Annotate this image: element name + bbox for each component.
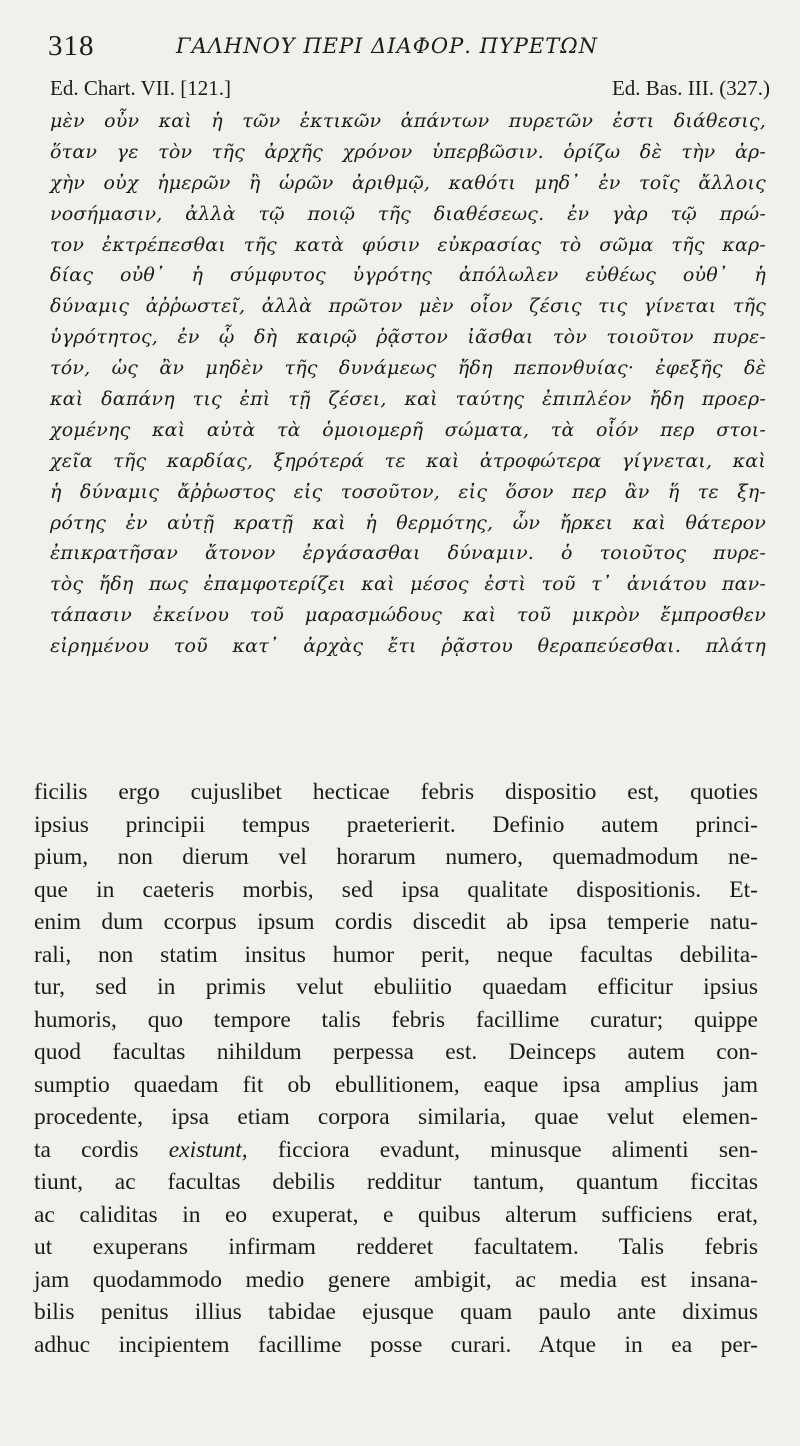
latin-text-line: enim dum ccorpus ipsum cordis discedit ab ipsa temperie natu- <box>34 909 758 935</box>
latin-text-line: tiunt, ac facultas debilis redditur tantum, quantum ficcitas <box>34 1169 758 1195</box>
latin-text-line: procedente, ipsa etiam corpora similaria, quae velut elemen- <box>34 1104 758 1130</box>
greek-text-line: ρότης ἐν αὐτῇ κρατῇ καὶ ἡ θερμότης, ὧν ἤρκει καὶ θάτερον <box>50 511 766 534</box>
greek-text-line: χομένης καὶ αὐτὰ τὰ ὁμοιομερῆ σώματα, τὰ οἷόν περ στοι- <box>50 418 766 441</box>
latin-text-line: sumptio quaedam fit ob ebullitionem, eaque ipsa amplius jam <box>34 1071 758 1098</box>
greek-text-line: χὴν οὐχ ἡμερῶν ἢ ὡρῶν ἀριθμῷ, καθότι μηδ᾽ ἐν τοῖς ἄλλοις <box>50 171 766 194</box>
latin-text-line: quod facultas nihildum perpessa est. Deinceps autem con- <box>34 1039 758 1065</box>
latin-text-line: rali, non statim insitus humor perit, neque facultas debilita- <box>34 941 758 968</box>
greek-text-line: δύναμις ἀῤῥωστεῖ, ἀλλὰ πρῶτον μὲν οἷον ζέσις τις γίνεται τῆς <box>50 295 766 318</box>
latin-text-line: tur, sed in primis velut ebuliitio quaedam efficitur ipsius <box>34 974 758 1000</box>
latin-text-line: que in caeteris morbis, sed ipsa qualitate dispositionis. Et- <box>34 876 758 903</box>
running-title: ΓΑΛΗΝΟΥ ΠΕΡΙ ΔΙΑΦΟΡ. ΠΥΡΕΤΩΝ <box>176 34 599 58</box>
greek-text-line: εἰρημένου τοῦ κατ᾽ ἀρχὰς ἔτι ῥᾷστου θεραπεύεσθαι. πλάτη <box>50 635 766 658</box>
greek-text-line: ἡ δύναμις ἄῤῥωστος εἰς τοσοῦτον, εἰς ὅσον περ ἂν ἥ τε ξη- <box>50 480 766 503</box>
latin-text-segment: ta cordis <box>34 1136 169 1163</box>
running-head <box>48 26 768 66</box>
latin-text-segment: ficciora evadunt, minusque alimenti sen- <box>247 1136 758 1163</box>
greek-text-line: χεῖα τῆς καρδίας, ξηρότερά τε καὶ ἀτροφώτερα γίγνεται, καὶ <box>50 449 766 472</box>
greek-text-line: νοσήμασιν, ἀλλὰ τῷ ποιῷ τῆς διαθέσεως. ἐν γὰρ τῷ πρώ- <box>50 202 766 225</box>
latin-text-line: jam quodammodo medio genere ambigit, ac media est insana- <box>34 1266 758 1293</box>
latin-text-line <box>34 1134 758 1167</box>
latin-text-line: ipsius principii tempus praeterierit. Definio autem princi- <box>34 811 758 838</box>
greek-text-line: τάπασιν ἐκείνου τοῦ μαρασμώδους καὶ τοῦ μικρὸν ἔμπροσθεν <box>50 604 766 627</box>
page-number: 318 <box>48 30 95 62</box>
greek-text-line: ἐπικρατῆσαν ἄτονον ἐργάσασθαι δύναμιν. ὁ τοιοῦτος πυρε- <box>50 542 766 565</box>
greek-text-line: τὸς ἤδη πως ἐπαμφοτερίζει καὶ μέσος ἐστὶ τοῦ τ᾽ ἀνιάτου παν- <box>50 573 766 596</box>
latin-text-line: pium, non dierum vel horarum numero, quemadmodum ne- <box>34 844 758 870</box>
latin-text-line: bilis penitus illius tabidae ejusque quam paulo ante diximus <box>34 1299 758 1325</box>
latin-text-block <box>34 776 758 1361</box>
latin-text-line: adhuc incipientem facillime posse curari. Atque in ea per- <box>34 1331 758 1358</box>
greek-text-line: δίας οὐθ᾽ ἡ σύμφυτος ὑγρότης ἀπόλωλεν εὐθέως οὐθ᾽ ἡ <box>50 264 766 287</box>
greek-text-line: ὅταν γε τὸν τῆς ἀρχῆς χρόνον ὑπερβῶσιν. ὁρίζω δὲ τὴν ἀρ- <box>50 140 766 163</box>
greek-text-line: ὑγρότητος, ἐν ᾧ δὴ καιρῷ ῥᾷστον ἰᾶσθαι τὸν τοιοῦτον πυρε- <box>50 326 766 349</box>
edition-ref-basel: Ed. Bas. III. (327.) <box>611 76 770 100</box>
greek-text-line: τόν, ὡς ἂν μηδὲν τῆς δυνάμεως ἤδη πεπονθυίας· ἐφεξῆς δὲ <box>50 357 766 380</box>
edition-ref-chartier: Ed. Chart. VII. [121.] <box>50 76 231 100</box>
greek-text-line: τον ἐκτρέπεσθαι τῆς κατὰ φύσιν εὐκρασίας τὸ σῶμα τῆς καρ- <box>50 233 766 256</box>
greek-text-line: μὲν οὖν καὶ ἡ τῶν ἑκτικῶν ἁπάντων πυρετῶν ἐστι διάθεσις, <box>50 110 766 132</box>
latin-text-line: ficilis ergo cujuslibet hecticae febris dispositio est, quoties <box>34 779 758 805</box>
greek-text-line: καὶ δαπάνη τις ἐπὶ τῇ ζέσει, καὶ ταύτης ἐπιπλέον ἤδη προερ- <box>50 388 766 411</box>
latin-text-line: ut exuperans infirmam redderet facultatem. Talis febris <box>34 1234 758 1260</box>
latin-text-line: humoris, quo tempore talis febris facillime curatur; quippe <box>34 1006 758 1033</box>
greek-text-block <box>50 106 766 662</box>
latin-text-line: ac caliditas in eo exuperat, e quibus alterum sufficiens erat, <box>34 1201 758 1228</box>
latin-italic-word: existunt, <box>168 1136 248 1163</box>
edition-references <box>50 76 770 104</box>
